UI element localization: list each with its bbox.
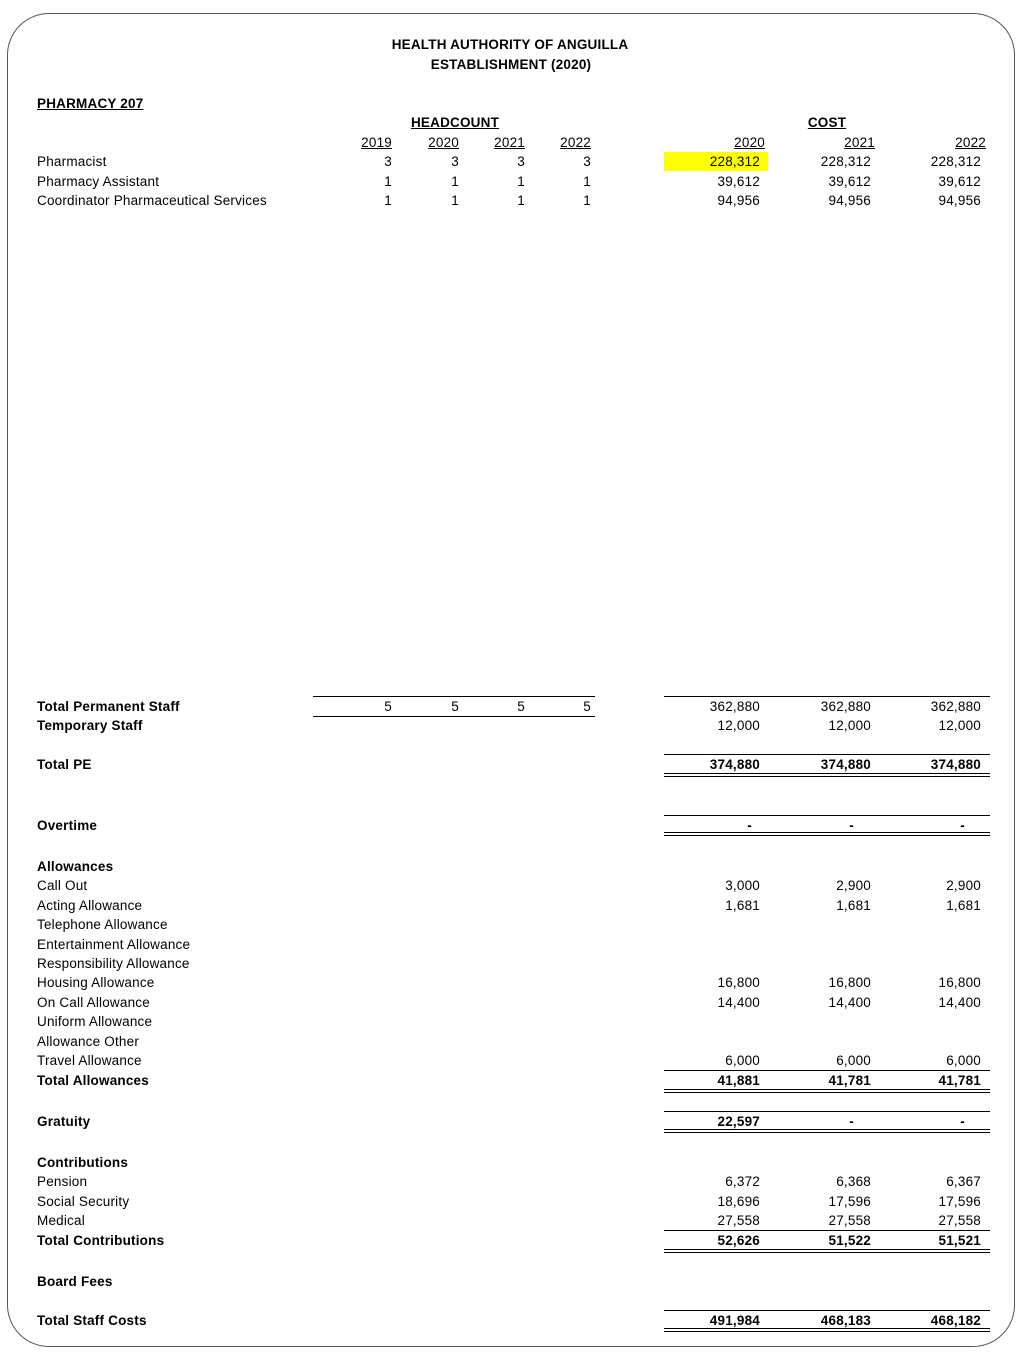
report-subtitle: ESTABLISHMENT (2020)	[430, 57, 592, 72]
hc-year-header: 2019	[361, 135, 392, 150]
cost-cell: 39,612	[717, 174, 760, 189]
cost-cell: 2,900	[836, 878, 871, 893]
double-rule-line	[664, 1129, 990, 1133]
cost-cell: 14,400	[938, 995, 981, 1010]
cost-cell: 39,612	[938, 174, 981, 189]
position-name: Pharmacist	[37, 154, 107, 169]
cost-cell: 6,000	[836, 1053, 871, 1068]
cost-total-cell: -	[747, 818, 752, 833]
report-title: HEALTH AUTHORITY OF ANGUILLA	[391, 37, 629, 52]
allowance-name: Housing Allowance	[37, 975, 155, 990]
cost-total-cell: 41,881	[717, 1073, 760, 1088]
total-pe-label: Total PE	[37, 757, 92, 772]
cost-year-header: 2021	[844, 135, 875, 150]
headcount-cell: 1	[583, 193, 591, 208]
total-allowances-label: Total Allowances	[37, 1073, 149, 1088]
cost-total-cell: -	[960, 1114, 965, 1129]
cost-cell: 362,880	[709, 699, 760, 714]
cost-cell: 94,956	[828, 193, 871, 208]
rule-line	[664, 1310, 990, 1311]
cost-cell: 1,681	[725, 898, 760, 913]
double-rule-line	[664, 832, 990, 836]
allowance-name: Acting Allowance	[37, 898, 143, 913]
double-rule-line	[664, 773, 990, 777]
double-rule-line	[664, 1089, 990, 1093]
cost-cell: 12,000	[938, 718, 981, 733]
contribution-name: Medical	[37, 1213, 85, 1228]
hc-year-header: 2020	[428, 135, 459, 150]
cost-cell: 94,956	[938, 193, 981, 208]
total-staff-costs-label: Total Staff Costs	[37, 1313, 147, 1328]
cost-cell: 16,800	[938, 975, 981, 990]
cost-year-header: 2020	[734, 135, 765, 150]
contribution-name: Social Security	[37, 1194, 130, 1209]
cost-total-cell: 51,522	[828, 1233, 871, 1248]
rule-line	[664, 1230, 990, 1231]
cost-total-cell: 52,626	[717, 1233, 760, 1248]
headcount-cell: 1	[583, 174, 591, 189]
cost-cell: 16,800	[717, 975, 760, 990]
cost-total-cell: 468,182	[930, 1313, 981, 1328]
cost-cell: 14,400	[828, 995, 871, 1010]
rule-line	[664, 754, 990, 755]
headcount-total-cell: 5	[451, 699, 459, 714]
cost-cell: 16,800	[828, 975, 871, 990]
cost-cell: 12,000	[717, 718, 760, 733]
headcount-cell: 1	[517, 174, 525, 189]
cost-cell: 228,312	[820, 154, 871, 169]
cost-cell: 6,372	[725, 1174, 760, 1189]
headcount-cell: 1	[384, 174, 392, 189]
cost-total-cell: 41,781	[828, 1073, 871, 1088]
overtime-label: Overtime	[37, 818, 98, 833]
contribution-name: Pension	[37, 1174, 88, 1189]
allowance-name: Travel Allowance	[37, 1053, 142, 1068]
headcount-cell: 3	[451, 154, 459, 169]
cost-cell: 17,596	[828, 1194, 871, 1209]
double-rule-line	[664, 1249, 990, 1253]
cost-year-header: 2022	[955, 135, 986, 150]
cost-cell: 6,000	[946, 1053, 981, 1068]
cost-total-cell: 374,880	[930, 757, 981, 772]
allowance-name: Allowance Other	[37, 1034, 140, 1049]
allowances-heading: Allowances	[37, 859, 114, 874]
headcount-total-cell: 5	[384, 699, 392, 714]
total-contributions-label: Total Contributions	[37, 1233, 165, 1248]
headcount-cell: 3	[583, 154, 591, 169]
position-name: Coordinator Pharmaceutical Services	[37, 193, 267, 208]
cost-cell: 6,368	[836, 1174, 871, 1189]
position-name: Pharmacy Assistant	[37, 174, 160, 189]
cost-cell: 94,956	[717, 193, 760, 208]
cost-cell: 18,696	[717, 1194, 760, 1209]
cost-cell: 27,558	[938, 1213, 981, 1228]
cost-cell: 1,681	[836, 898, 871, 913]
cost-total-cell: 374,880	[709, 757, 760, 772]
cost-cell: 1,681	[946, 898, 981, 913]
cost-cell: 17,596	[938, 1194, 981, 1209]
cost-total-cell: 51,521	[938, 1233, 981, 1248]
contributions-heading: Contributions	[37, 1155, 129, 1170]
gratuity-label: Gratuity	[37, 1114, 91, 1129]
cost-cell: 6,367	[946, 1174, 981, 1189]
headcount-cell: 1	[451, 174, 459, 189]
allowance-name: Entertainment Allowance	[37, 937, 191, 952]
cost-total-cell: -	[960, 818, 965, 833]
headcount-cell: 1	[517, 193, 525, 208]
rule-line	[664, 696, 990, 697]
rule-line	[664, 1111, 990, 1112]
cost-total-cell: 468,183	[820, 1313, 871, 1328]
cost-total-cell: 41,781	[938, 1073, 981, 1088]
hc-year-header: 2022	[560, 135, 591, 150]
cost-cell: 14,400	[717, 995, 760, 1010]
cost-cell: 362,880	[820, 699, 871, 714]
cost-total-cell: 374,880	[820, 757, 871, 772]
allowance-name: Responsibility Allowance	[37, 956, 190, 971]
hc-year-header: 2021	[494, 135, 525, 150]
total-permanent-label: Total Permanent Staff	[37, 699, 180, 714]
allowance-name: Uniform Allowance	[37, 1014, 153, 1029]
headcount-cell: 1	[451, 193, 459, 208]
cost-cell: 228,312	[930, 154, 981, 169]
double-rule-line	[664, 1328, 990, 1332]
cost-cell: 2,900	[946, 878, 981, 893]
rule-line	[664, 1070, 990, 1071]
page-frame	[7, 13, 1015, 1347]
temporary-staff-label: Temporary Staff	[37, 718, 143, 733]
rule-line	[313, 716, 595, 717]
cost-group-header: COST	[807, 115, 847, 130]
cost-cell: 39,612	[828, 174, 871, 189]
cost-total-cell: -	[849, 818, 854, 833]
headcount-group-header: HEADCOUNT	[410, 115, 500, 130]
cost-cell: 6,000	[725, 1053, 760, 1068]
allowance-name: On Call Allowance	[37, 995, 150, 1010]
cost-cell: 362,880	[930, 699, 981, 714]
board-fees-label: Board Fees	[37, 1274, 113, 1289]
cost-total-cell: -	[849, 1114, 854, 1129]
headcount-total-cell: 5	[583, 699, 591, 714]
cost-cell: 3,000	[725, 878, 760, 893]
headcount-total-cell: 5	[517, 699, 525, 714]
allowance-name: Telephone Allowance	[37, 917, 168, 932]
cost-cell: 12,000	[828, 718, 871, 733]
section-title: PHARMACY 207	[37, 96, 144, 111]
headcount-cell: 3	[517, 154, 525, 169]
cost-cell: 228,312	[709, 154, 760, 169]
rule-line	[664, 815, 990, 816]
rule-line	[313, 696, 595, 697]
allowance-name: Call Out	[37, 878, 88, 893]
cost-total-cell: 22,597	[717, 1114, 760, 1129]
headcount-cell: 1	[384, 193, 392, 208]
cost-total-cell: 491,984	[709, 1313, 760, 1328]
cost-cell: 27,558	[717, 1213, 760, 1228]
cost-cell: 27,558	[828, 1213, 871, 1228]
headcount-cell: 3	[384, 154, 392, 169]
